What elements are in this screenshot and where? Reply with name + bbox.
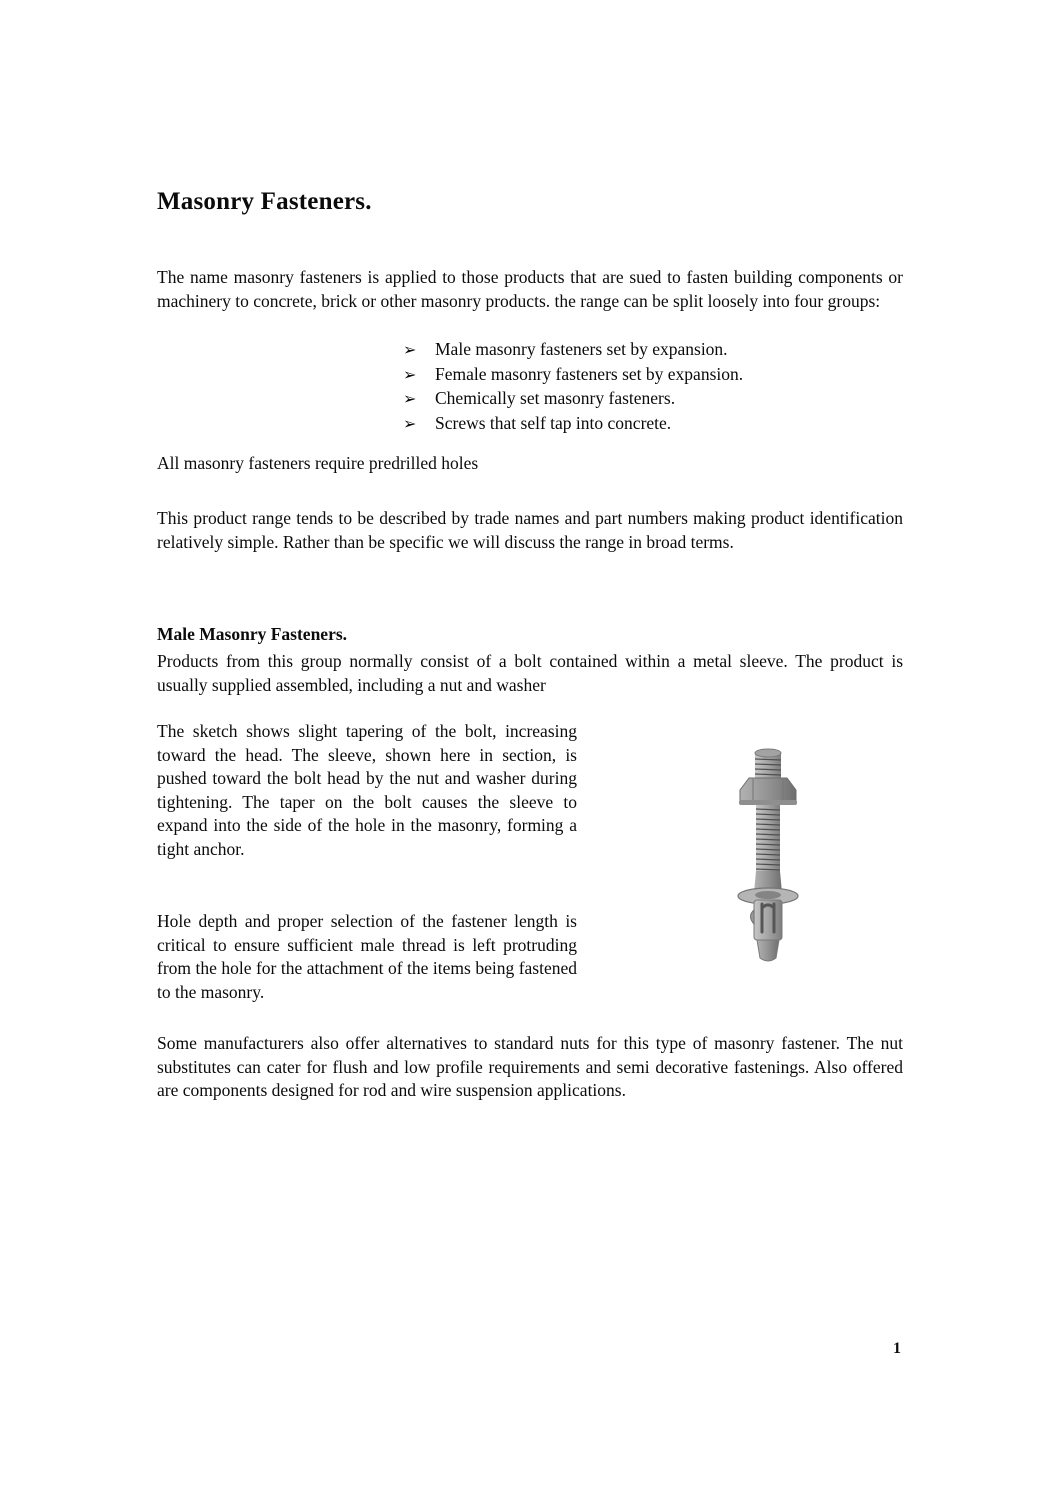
arrow-bullet-icon: ➢: [403, 415, 417, 433]
arrow-bullet-icon: ➢: [403, 391, 417, 409]
male-fasteners-heading: Male Masonry Fasteners.: [157, 624, 348, 644]
page-number: 1: [893, 1340, 901, 1357]
list-item: [403, 412, 743, 437]
wedge-anchor-bolt-image: [722, 748, 814, 963]
list-item-text: Female masonry fasteners set by expansion.: [435, 363, 744, 384]
arrow-bullet-icon: ➢: [403, 342, 417, 359]
trade-names-paragraph: This product range tends to be described by trade names and part numbers making product identification relatively simple. Rather than be specific we will discuss the range in broad terms.: [157, 508, 903, 552]
list-item-text: Male masonry fasteners set by expansion.: [435, 339, 728, 359]
list-item-text: Chemically set masonry fasteners.: [435, 388, 676, 409]
wedge-anchor-bolt-figure: [722, 748, 814, 963]
alternatives-paragraph: Some manufacturers also offer alternatives to standard nuts for this type of masonry fastener. The nut substitutes can cater for flush and low profile requirements and semi decorative fastenings. Also offered are components designed for rod and wire suspension applications.: [157, 1033, 903, 1100]
list-item: [403, 338, 743, 363]
products-paragraph: Products from this group normally consist of a bolt contained within a metal sleeve. The product is usually supplied assembled, including a nut and washer: [157, 651, 903, 695]
hole-depth-paragraph: Hole depth and proper selection of the fastener length is critical to ensure sufficient male thread is left protruding from the hole for the attachment of the items being fastened to the masonry.: [157, 911, 577, 1002]
list-item: [403, 387, 743, 412]
predrilled-note: All masonry fasteners require predrilled holes: [157, 453, 479, 473]
arrow-bullet-icon: ➢: [403, 366, 417, 384]
fastener-groups-list: [403, 338, 743, 436]
sketch-paragraph: The sketch shows slight tapering of the bolt, increasing toward the head. The sleeve, shown here in section, is pushed toward the bolt head by the nut and washer during tightening. The taper on the bolt causes the sleeve to expand into the side of the hole in the masonry, forming a tight anchor.: [157, 721, 577, 859]
list-item: [403, 363, 743, 388]
intro-paragraph: The name masonry fasteners is applied to those products that are sued to fasten building components or machinery to concrete, brick or other masonry products. the range can be split loosely into four groups:: [157, 267, 903, 311]
page-title: Masonry Fasteners.: [157, 188, 372, 215]
list-item-text: Screws that self tap into concrete.: [435, 412, 672, 433]
